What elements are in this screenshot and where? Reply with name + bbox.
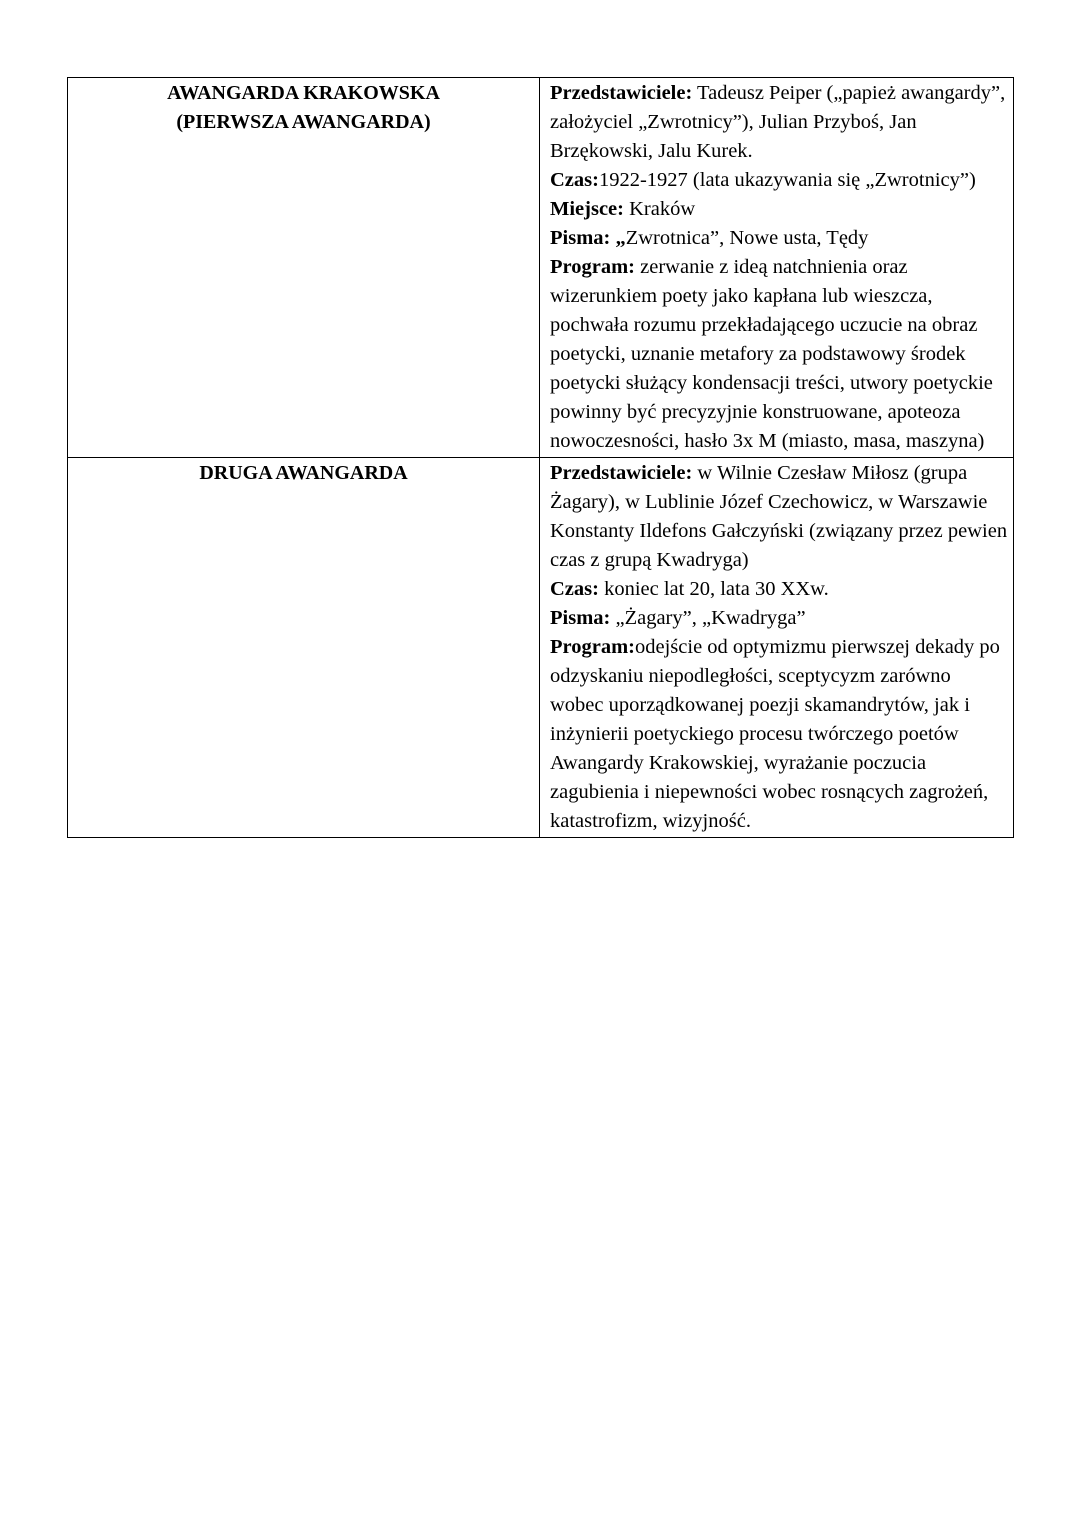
row-heading-line: AWANGARDA KRAKOWSKA [167, 82, 440, 104]
entry-journals [550, 224, 1009, 253]
entry-program [550, 253, 1009, 456]
entry-text: odejście od optymizmu pierwszej dekady po odzyskaniu niepodległości, sceptycyzm zarówno wobec uporządkowanej poezji skamandrytów, jak i inżynierii poetyckiego procesu twórczego poetów Awangardy Krakowskiej, wyrażanie poczucia zagubienia i niepewności wobec rosnących zagrożeń, katastrofizm, wizyjność. [550, 636, 1000, 832]
row-heading-line: DRUGA AWANGARDA [199, 462, 408, 484]
entry-label: Pisma: „ [550, 227, 626, 249]
entry-label: Miejsce: [550, 198, 624, 220]
entry-text: Tadeusz Peiper („papież awangardy”, założyciel „Zwrotnicy”), Julian Przyboś, Jan Brzękowski, Jalu Kurek. [550, 82, 1006, 162]
entry-text: Zwrotnica”, Nowe usta, Tędy [625, 227, 869, 249]
entry-text: koniec lat 20, lata 30 XXw. [598, 578, 829, 600]
entry-text: zerwanie z ideą natchnienia oraz wizerunkiem poety jako kapłana lub wieszcza, pochwała rozumu przekładającego uczucie na obraz poetycki, uznanie metafory za podstawowy środek poetycki służący kondensacji treści, utwory poetyckie powinny być precyzyjnie konstruowane, apoteoza nowoczesności, hasło 3x M (miasto, masa, maszyna) [550, 256, 993, 452]
entry-representatives [550, 79, 1009, 166]
entry-time [550, 166, 1009, 195]
entry-text: w Wilnie Czesław Miłosz (grupa Żagary), w Lublinie Józef Czechowicz, w Warszawie Konstanty Ildefons Gałczyński (związany przez pewien czas z grupą Kwadryga) [550, 462, 1008, 571]
entry-text: „Żagary”, „Kwadryga” [610, 607, 806, 629]
entry-label: Program: [550, 636, 636, 658]
entry-label: Czas: [550, 578, 599, 600]
entry-program [550, 633, 1009, 836]
avant-garde-table [67, 77, 1014, 838]
entry-label: Przedstawiciele: [550, 82, 693, 104]
table-row [68, 78, 1014, 458]
entry-text: Kraków [623, 198, 696, 220]
entry-representatives [550, 459, 1009, 575]
entry-text: 1922-1927 (lata ukazywania się „Zwrotnicy”) [598, 169, 976, 191]
table-row [68, 458, 1014, 838]
entry-place [550, 195, 1009, 224]
entry-journals [550, 604, 1009, 633]
entry-label: Program: [550, 256, 636, 278]
row-heading-cell [68, 458, 540, 838]
row-heading-cell [68, 78, 540, 458]
row-content-cell [540, 458, 1014, 838]
row-heading-line: (PIERWSZA AWANGARDA) [176, 111, 431, 133]
entry-label: Przedstawiciele: [550, 462, 693, 484]
entry-label: Pisma: [550, 607, 611, 629]
entry-time [550, 575, 1009, 604]
entry-label: Czas: [550, 169, 599, 191]
row-content-cell [540, 78, 1014, 458]
